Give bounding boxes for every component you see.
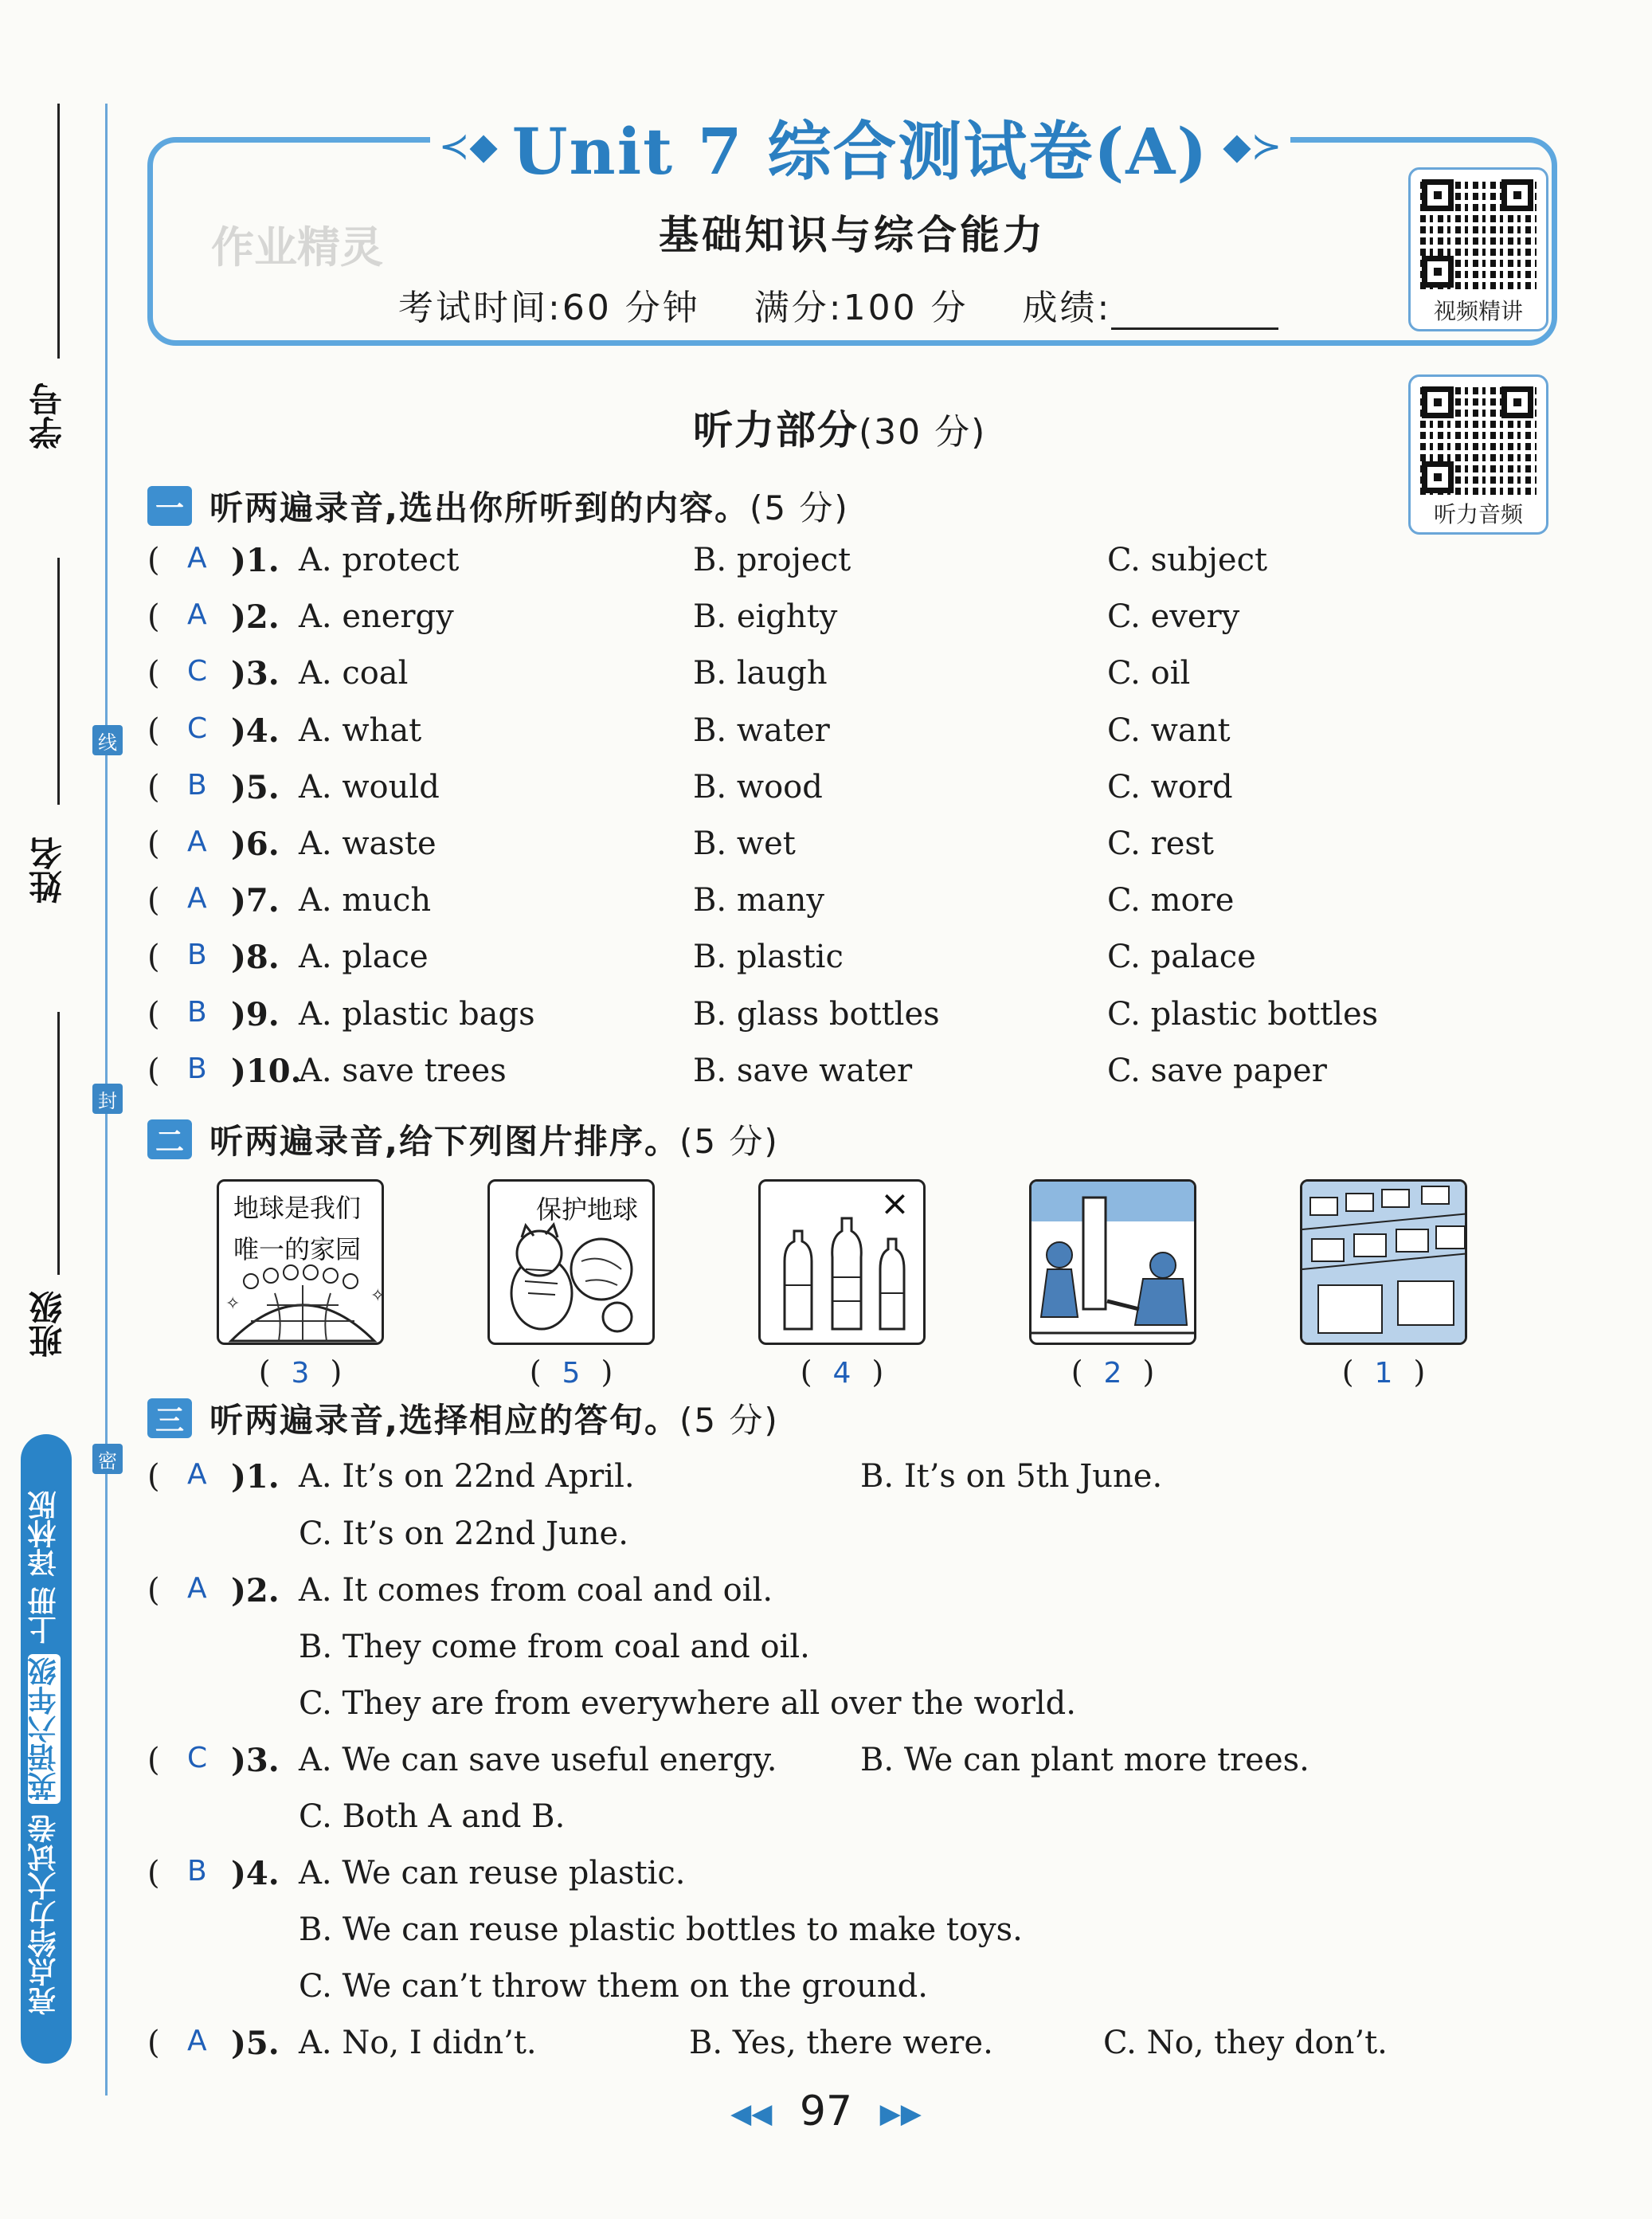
- answer: A: [187, 825, 207, 858]
- option-a: A. what: [299, 712, 422, 749]
- qr-video-label: 视频精讲: [1433, 298, 1523, 324]
- picture-earth-home: [217, 1179, 384, 1345]
- class-blank: [57, 1179, 60, 1275]
- s1-item: [147, 542, 1581, 590]
- book-series: 亮点给力大试卷: [28, 1813, 61, 2015]
- option-b: B. glass bottles: [693, 996, 940, 1033]
- qr-corner-icon: [1422, 179, 1454, 211]
- s3-item-1: ( A )1. A. It’s on 22nd April. B. It’s on 5th June.: [147, 1458, 1163, 1496]
- full-score: 满分:100 分: [754, 288, 969, 328]
- book-series-text: [24, 1450, 69, 2056]
- answer: B: [187, 939, 207, 971]
- picture-caption: 地球是我们: [233, 1193, 362, 1223]
- loggers-icon: [1032, 1182, 1196, 1345]
- next-arrows-icon: ▶▶: [879, 2098, 922, 2130]
- picture-protect-earth: [487, 1179, 655, 1345]
- question-number: )10.: [231, 1053, 302, 1090]
- picture-caption: 保护地球: [536, 1194, 639, 1225]
- picture-caption: 唯一的家园: [233, 1234, 362, 1264]
- answer: B: [187, 996, 207, 1029]
- option-c: C. oil: [1107, 655, 1191, 692]
- picture-answer: ( 3 ): [258, 1355, 343, 1390]
- seal-seal-mark: 封: [92, 1084, 123, 1114]
- title-deco-left-icon: ≺◆: [438, 124, 498, 167]
- picture-answer: ( 1 ): [1341, 1355, 1426, 1390]
- page-subtitle: 基础知识与综合能力: [659, 212, 1046, 258]
- option-a: A. would: [299, 769, 440, 806]
- question-number: )7.: [231, 882, 280, 919]
- name-label: 姓名: [28, 837, 67, 904]
- paren: (: [147, 542, 160, 578]
- page-footer: [0, 2088, 1652, 2135]
- s1-item: [147, 769, 1581, 817]
- option-b: B. save water: [693, 1053, 913, 1089]
- picture-plastic-bottles: [758, 1179, 926, 1345]
- paren: (: [147, 769, 160, 806]
- bottles-icon: [761, 1182, 926, 1345]
- question-number: )9.: [231, 996, 280, 1033]
- answer: A: [187, 598, 207, 631]
- option-a: A. plastic bags: [299, 996, 535, 1033]
- paren: (: [147, 1053, 160, 1089]
- section1-instruction: 听两遍录音,选出你所听到的内容。(5 分): [209, 488, 849, 527]
- s3-item-3: ( C )3. A. We can save useful energy. B. We can plant more trees.: [147, 1742, 1309, 1779]
- qr-corner-icon: [1422, 256, 1454, 288]
- paren: (: [147, 882, 160, 919]
- qr-corner-icon: [1422, 386, 1454, 418]
- s1-item: [147, 939, 1581, 986]
- prev-arrows-icon: ◀◀: [730, 2098, 773, 2130]
- paren: (: [147, 712, 160, 749]
- section2-instruction: 听两遍录音,给下列图片排序。(5 分): [209, 1122, 779, 1161]
- option-a: A. save trees: [299, 1053, 507, 1089]
- qr-audio[interactable]: [1408, 374, 1548, 535]
- question-number: )1.: [231, 542, 280, 579]
- section1-header: [147, 482, 849, 530]
- title-bar: [430, 102, 1290, 190]
- picture-answer: ( 4 ): [800, 1355, 884, 1390]
- s3-item-5: ( A )5. A. No, I didn’t. B. Yes, there were. C. No, they don’t.: [147, 2025, 1388, 2062]
- listening-title-text: 听力部分: [693, 407, 859, 453]
- qr-corner-icon: [1501, 179, 1533, 211]
- student-no-blank-2: [57, 558, 60, 805]
- option-b: B. laugh: [693, 655, 828, 692]
- option-b: B. project: [693, 542, 851, 578]
- s1-item: [147, 882, 1581, 930]
- book-edition: 译林版: [28, 1491, 61, 1578]
- answer: C: [187, 712, 208, 745]
- section2-header: [147, 1115, 779, 1163]
- section3-instruction: 听两遍录音,选择相应的答句。(5 分): [209, 1401, 779, 1440]
- binding-margin: [0, 0, 143, 2219]
- option-a: A. protect: [299, 542, 460, 578]
- s1-item: [147, 1053, 1581, 1100]
- paren: (: [147, 655, 160, 692]
- option-c: C. save paper: [1107, 1053, 1327, 1089]
- option-a: A. coal: [299, 655, 409, 692]
- option-b: B. eighty: [693, 598, 838, 635]
- answer: B: [187, 769, 207, 802]
- student-no-blank: [57, 104, 60, 359]
- student-no-label: 学号: [28, 382, 67, 449]
- qr-corner-icon: [1501, 386, 1533, 418]
- option-c: C. more: [1107, 882, 1235, 919]
- qr-corner-icon: [1422, 461, 1454, 493]
- traffic-jam-icon: [1302, 1182, 1467, 1345]
- cross-icon: ×: [880, 1183, 910, 1224]
- question-number: )2.: [231, 598, 280, 636]
- question-number: )4.: [231, 712, 280, 750]
- section3-badge: 三: [147, 1398, 192, 1438]
- paren: (: [147, 996, 160, 1033]
- question-number: )3.: [231, 655, 280, 692]
- exam-info: [398, 279, 1278, 330]
- s1-item: [147, 598, 1581, 646]
- exam-time: 考试时间:60 分钟: [398, 288, 700, 328]
- answer: A: [187, 542, 207, 574]
- cat-globe-icon: [490, 1182, 655, 1345]
- option-c: C. plastic bottles: [1107, 996, 1379, 1033]
- listening-title: [693, 398, 986, 456]
- seal-line-mark: 线: [92, 725, 123, 755]
- option-b: B. wood: [693, 769, 823, 806]
- s1-item: [147, 825, 1581, 873]
- question-number: )6.: [231, 825, 280, 863]
- s1-item: [147, 996, 1581, 1044]
- option-c: C. rest: [1107, 825, 1215, 862]
- page-title: Unit 7 综合测试卷(A): [511, 113, 1209, 189]
- title-deco-right-icon: ◆≻: [1223, 124, 1282, 167]
- option-a: A. energy: [299, 598, 454, 635]
- qr-video[interactable]: [1408, 167, 1548, 331]
- picture-cutting-trees: [1029, 1179, 1196, 1345]
- svg-text:✧: ✧: [225, 1294, 241, 1314]
- option-b: B. wet: [693, 825, 796, 862]
- paren: (: [147, 825, 160, 862]
- picture-answer: ( 2 ): [1071, 1355, 1155, 1390]
- option-b: B. plastic: [693, 939, 844, 975]
- section3-header: [147, 1394, 779, 1442]
- option-a: A. waste: [299, 825, 436, 862]
- s1-item: [147, 655, 1581, 703]
- section1-badge: 一: [147, 486, 192, 526]
- question-number: )8.: [231, 939, 280, 976]
- option-b: B. many: [693, 882, 824, 919]
- answer: A: [187, 882, 207, 915]
- page-number: 97: [799, 2088, 853, 2135]
- book-volume: 上册: [28, 1586, 61, 1645]
- option-a: A. place: [299, 939, 429, 975]
- answer: B: [187, 1053, 207, 1085]
- book-grade: 英语六年级: [28, 1654, 61, 1804]
- option-c: C. palace: [1107, 939, 1256, 975]
- earth-children-icon: [219, 1182, 384, 1345]
- option-c: C. subject: [1107, 542, 1268, 578]
- picture-traffic-jam: [1300, 1179, 1467, 1345]
- option-a: A. much: [299, 882, 432, 919]
- s1-item: [147, 712, 1581, 760]
- paren: (: [147, 939, 160, 975]
- listening-points: (30 分): [859, 412, 987, 453]
- seal-dense-mark: 密: [92, 1444, 123, 1474]
- class-label: 班级: [28, 1291, 67, 1358]
- option-c: C. every: [1107, 598, 1240, 635]
- paren: (: [147, 598, 160, 635]
- option-b: B. water: [693, 712, 830, 749]
- watermark: 作业精灵: [211, 222, 383, 272]
- qr-audio-label: 听力音频: [1433, 501, 1523, 527]
- question-number: )5.: [231, 769, 280, 806]
- score-blank: [1111, 296, 1278, 330]
- option-c: C. want: [1107, 712, 1231, 749]
- option-c: C. word: [1107, 769, 1233, 806]
- answer: C: [187, 655, 208, 688]
- picture-answer: ( 5 ): [529, 1355, 613, 1390]
- score-label: 成绩:: [1022, 288, 1112, 328]
- svg-text:✧: ✧: [370, 1286, 386, 1306]
- section2-badge: 二: [147, 1119, 192, 1159]
